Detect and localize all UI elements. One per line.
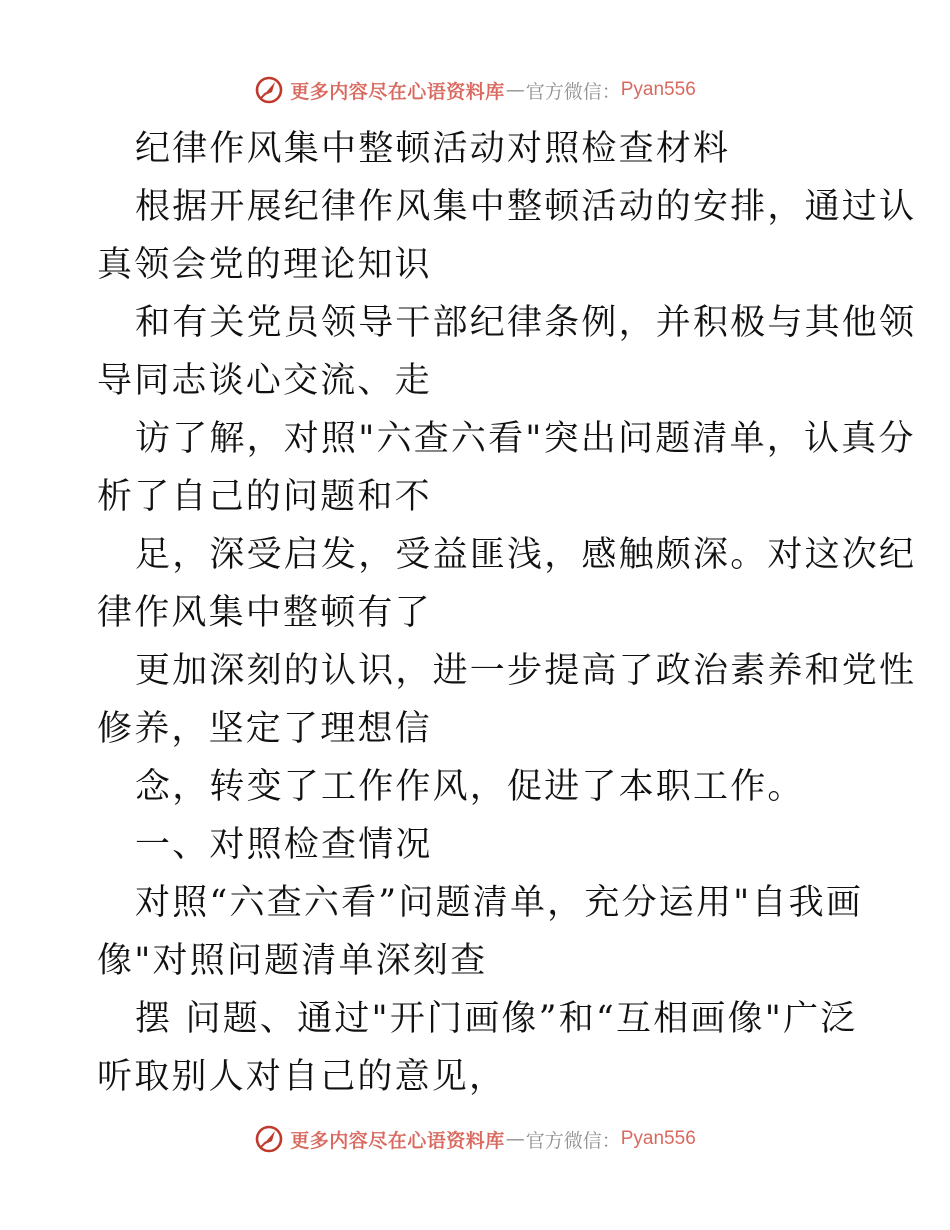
paragraph-line: 真领会党的理论知识 — [97, 245, 432, 285]
watermark-account: Pyan556 — [620, 79, 696, 100]
watermark-official-label: 官方微信： — [525, 80, 621, 103]
document-body — [97, 120, 917, 1106]
section-heading-text: 一、对照检查情况 — [135, 825, 433, 865]
watermark-official-label: 官方微信： — [525, 1129, 621, 1152]
header-watermark — [0, 72, 950, 108]
quill-logo-icon — [254, 75, 284, 105]
paragraph-line: 修养，坚定了理想信 — [97, 709, 432, 749]
paragraph — [97, 294, 917, 410]
paragraph-line: 访了解，对照"六查六看"突出问题清单，认真分 — [135, 419, 916, 459]
paragraph-line: 根据开展纪律作风集中整顿活动的安排，通过认 — [135, 187, 917, 227]
paragraph-line: 导同志谈心交流、走 — [97, 361, 432, 401]
paragraph — [97, 642, 917, 758]
quill-logo-icon — [254, 1124, 284, 1154]
footer-watermark — [0, 1121, 950, 1157]
paragraph-line: 和有关党员领导干部纪律条例，并积极与其他领 — [135, 303, 917, 343]
paragraph-line: 听取别人对自己的意见， — [97, 1057, 507, 1097]
paragraph-line: 律作风集中整顿有了 — [97, 593, 432, 633]
paragraph-line: 更加深刻的认识，进一步提高了政治素养和党性 — [135, 651, 917, 691]
paragraph-line: 念，转变了工作作风，促进了本职工作。 — [135, 767, 805, 807]
paragraph-line: 摆 问题、通过"开门画像”和“互相画像"广泛 — [135, 999, 858, 1039]
paragraph — [97, 410, 916, 526]
paragraph — [97, 874, 864, 990]
watermark-account: Pyan556 — [620, 1128, 696, 1149]
paragraph — [97, 758, 853, 816]
watermark-dash: — — [505, 1128, 525, 1150]
document-title: 纪律作风集中整顿活动对照检查材料 — [135, 129, 731, 169]
paragraph-line: 析了自己的问题和不 — [97, 477, 432, 517]
paragraph — [97, 178, 917, 294]
watermark-dash: — — [505, 79, 525, 101]
watermark-brand: 更多内容尽在心语资料库 — [290, 1129, 505, 1152]
paragraph-line: 足，深受启发，受益匪浅，感触颇深。对这次纪 — [135, 535, 917, 575]
paragraph — [97, 990, 858, 1106]
paragraph-line: 对照“六查六看”问题清单，充分运用"自我画 — [135, 883, 864, 923]
section-heading — [97, 816, 853, 874]
paragraph — [97, 526, 917, 642]
watermark-brand: 更多内容尽在心语资料库 — [290, 80, 505, 103]
paragraph-line: 像"对照问题清单深刻查 — [97, 941, 488, 981]
